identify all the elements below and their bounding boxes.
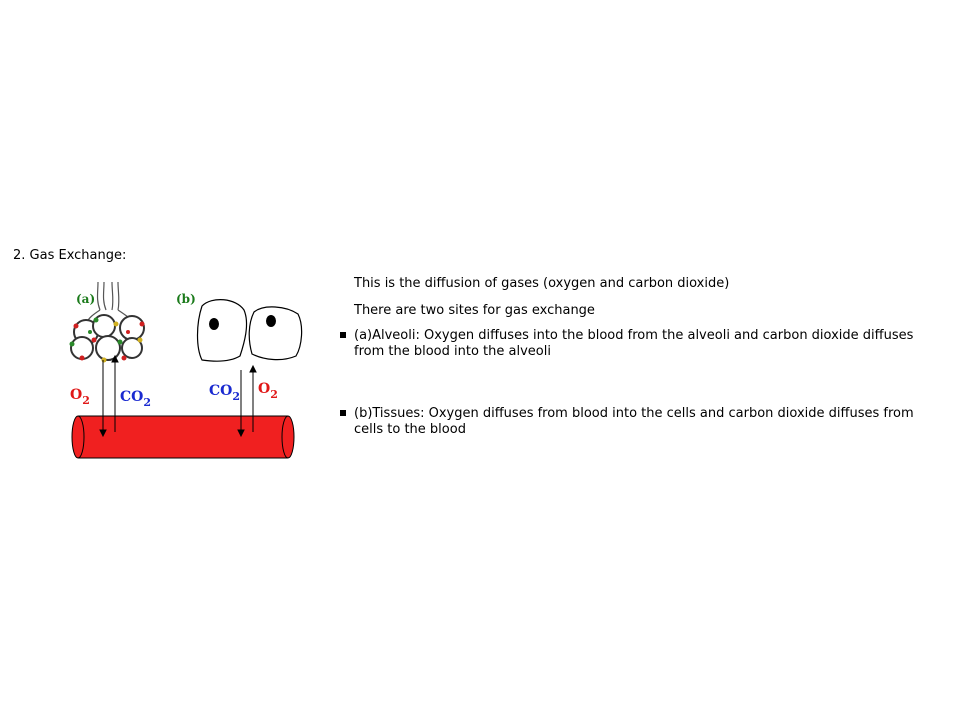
co2-label-tissues: $CO_2$ xyxy=(209,383,240,403)
o2-label-tissues: $O_2$ xyxy=(258,381,278,401)
label-b: (b) xyxy=(176,292,196,306)
bullet-tissues xyxy=(338,406,938,438)
blood-vessel xyxy=(72,416,294,458)
section-title: 2. Gas Exchange: xyxy=(13,248,127,263)
bullet-square-icon xyxy=(340,332,346,338)
label-a: (a) xyxy=(76,292,96,306)
sites-text: There are two sites for gas exchange xyxy=(354,303,595,318)
bullet-square-icon xyxy=(340,410,346,416)
bullet-tissues-text: (b)Tissues: Oxygen diffuses from blood into the cells and carbon dioxide diffuses from cells to the blood xyxy=(354,406,914,437)
bullet-alveoli xyxy=(338,328,938,360)
alveoli-cluster xyxy=(71,315,144,360)
o2-label-alveoli: $O_2$ xyxy=(70,387,90,407)
co2-label-alveoli: $CO_2$ xyxy=(120,389,151,409)
explanation-text xyxy=(338,276,938,438)
body-cells xyxy=(198,300,302,362)
bullet-alveoli-text: (a)Alveoli: Oxygen diffuses into the blood from the alveoli and carbon dioxide diffuses from the blood into the alveoli xyxy=(354,328,914,359)
gas-exchange-diagram xyxy=(60,280,310,470)
intro-text: This is the diffusion of gases (oxygen and carbon dioxide) xyxy=(354,276,730,291)
